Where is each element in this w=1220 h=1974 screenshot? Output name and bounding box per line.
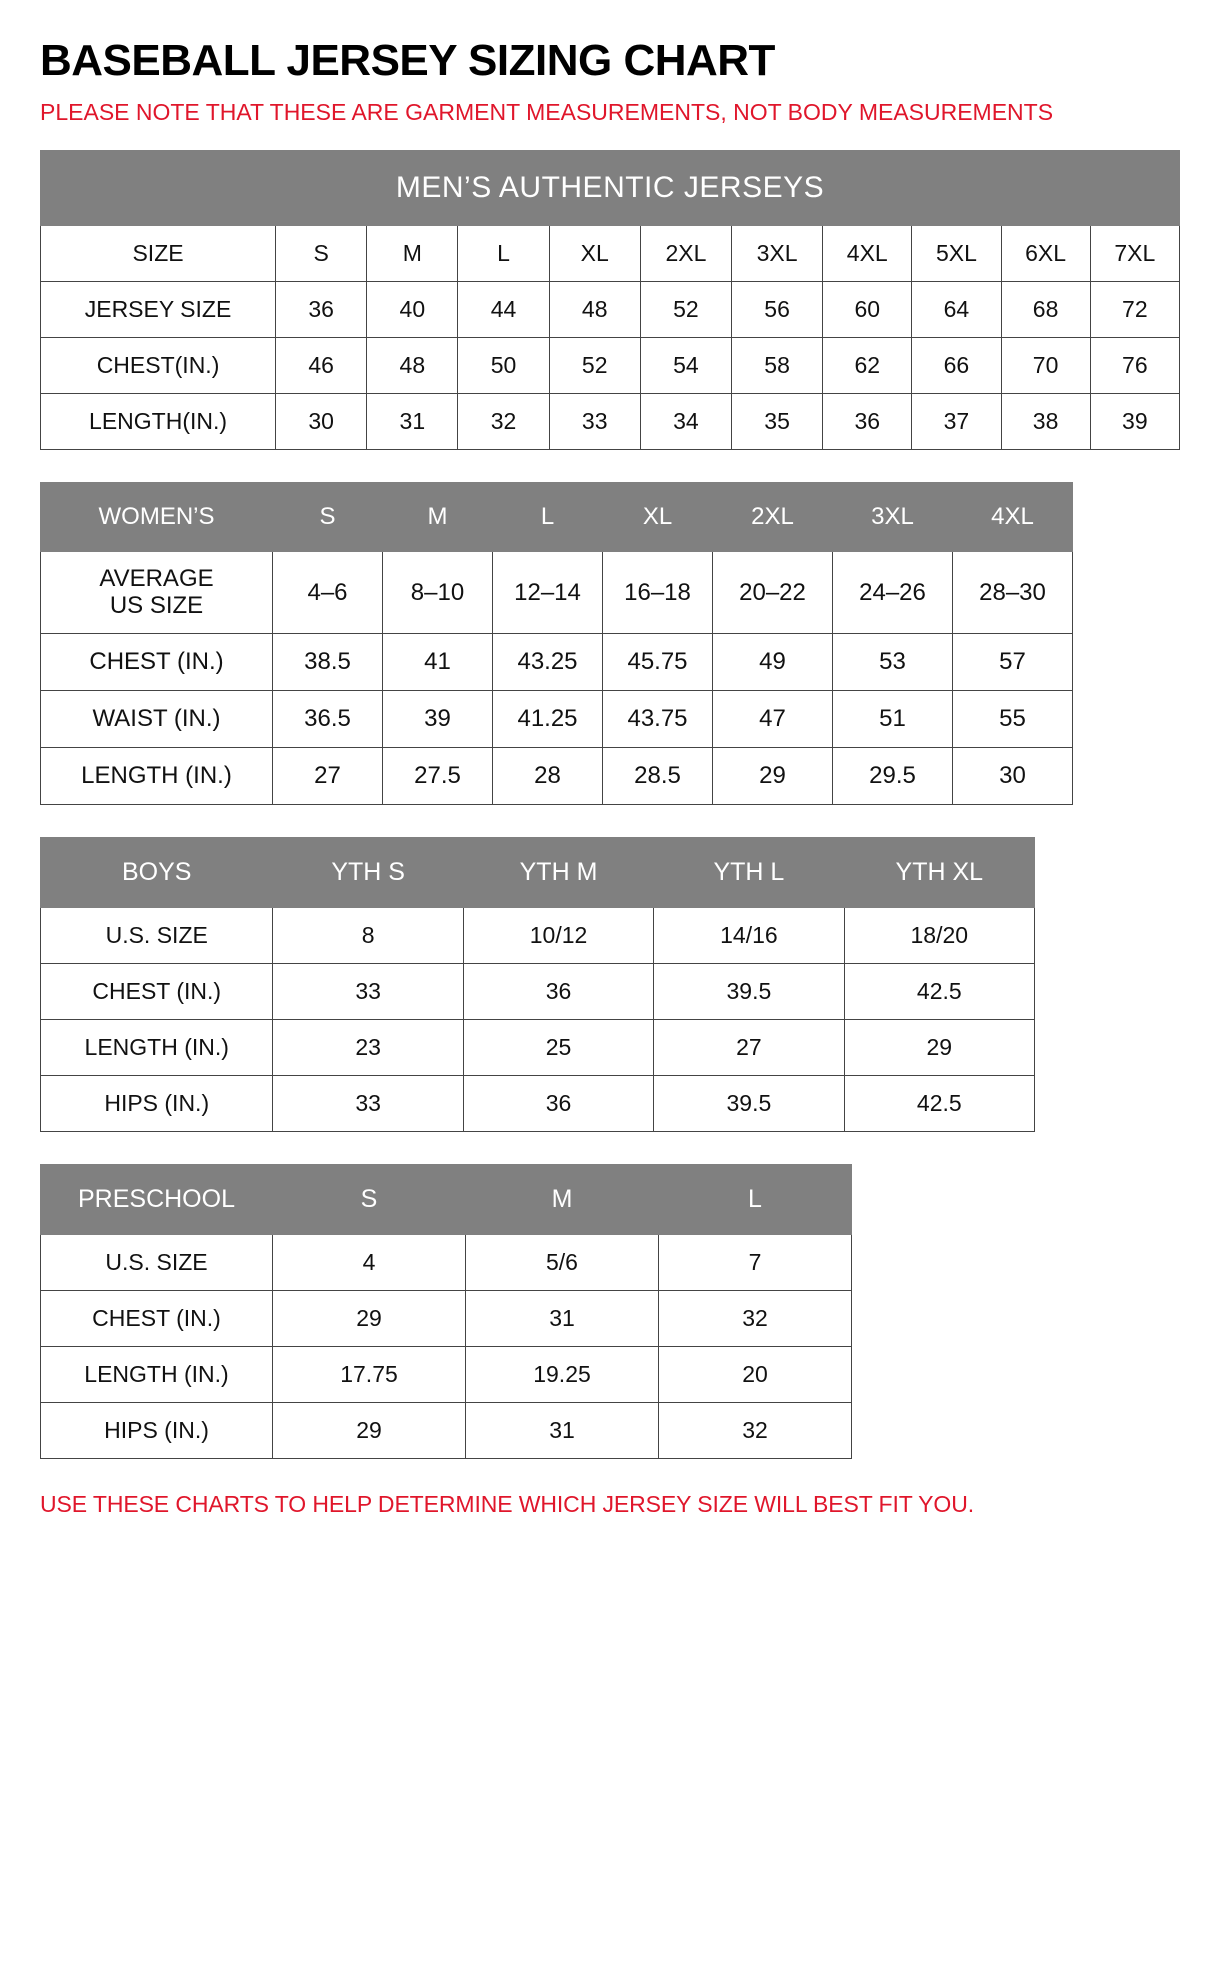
womens-row-label: CHEST (IN.) [41, 634, 273, 691]
table-cell: 70 [1001, 337, 1090, 393]
table-row [41, 1020, 1035, 1076]
boys-size-yth-m: YTH M [463, 838, 653, 908]
table-cell: 33 [273, 1076, 463, 1132]
table-cell: 27.5 [383, 748, 493, 805]
table-cell: 32 [458, 393, 549, 449]
womens-size-4xl: 4XL [953, 482, 1073, 551]
table-cell: 43.25 [493, 634, 603, 691]
table-cell: 28–30 [953, 551, 1073, 634]
table-cell: 39.5 [654, 1076, 844, 1132]
mens-size-m: M [367, 225, 458, 281]
table-cell: 55 [953, 691, 1073, 748]
preschool-row-label: HIPS (IN.) [41, 1403, 273, 1459]
boys-size-yth-s: YTH S [273, 838, 463, 908]
preschool-size-m: M [466, 1165, 659, 1235]
table-cell: 29 [273, 1291, 466, 1347]
womens-size-2xl: 2XL [713, 482, 833, 551]
table-cell: 4 [273, 1235, 466, 1291]
table-cell: 72 [1090, 281, 1179, 337]
table-cell: 51 [833, 691, 953, 748]
preschool-header-row [41, 1165, 852, 1235]
preschool-row-label: LENGTH (IN.) [41, 1347, 273, 1403]
table-cell: 16–18 [603, 551, 713, 634]
table-row [41, 964, 1035, 1020]
table-row [41, 748, 1073, 805]
table-cell: 52 [640, 281, 731, 337]
table-row [41, 1076, 1035, 1132]
womens-size-l: L [493, 482, 603, 551]
table-cell: 38 [1001, 393, 1090, 449]
table-cell: 37 [912, 393, 1001, 449]
table-cell: 34 [640, 393, 731, 449]
mens-size-6xl: 6XL [1001, 225, 1090, 281]
table-cell: 28.5 [603, 748, 713, 805]
table-cell: 46 [276, 337, 367, 393]
table-cell: 47 [713, 691, 833, 748]
womens-size-xl: XL [603, 482, 713, 551]
table-cell: 19.25 [466, 1347, 659, 1403]
table-cell: 52 [549, 337, 640, 393]
mens-size-2xl: 2XL [640, 225, 731, 281]
womens-row-label-line1: AVERAGE [99, 564, 214, 592]
table-row [41, 691, 1073, 748]
table-row [41, 1235, 852, 1291]
table-cell: 36 [823, 393, 912, 449]
table-cell: 31 [466, 1291, 659, 1347]
table-row [41, 634, 1073, 691]
table-cell: 8–10 [383, 551, 493, 634]
table-cell: 8 [273, 908, 463, 964]
mens-size-header-row [41, 225, 1180, 281]
mens-size-3xl: 3XL [732, 225, 823, 281]
mens-row-label: JERSEY SIZE [41, 281, 276, 337]
table-cell: 42.5 [844, 964, 1034, 1020]
table-cell: 48 [549, 281, 640, 337]
table-row [41, 908, 1035, 964]
table-cell: 18/20 [844, 908, 1034, 964]
table-cell: 76 [1090, 337, 1179, 393]
table-cell: 64 [912, 281, 1001, 337]
table-cell: 58 [732, 337, 823, 393]
table-row [41, 337, 1180, 393]
table-cell: 25 [463, 1020, 653, 1076]
table-cell: 23 [273, 1020, 463, 1076]
table-cell: 39 [1090, 393, 1179, 449]
boys-header-row [41, 838, 1035, 908]
table-cell: 20 [659, 1347, 852, 1403]
table-cell: 32 [659, 1291, 852, 1347]
table-cell: 30 [953, 748, 1073, 805]
table-cell: 42.5 [844, 1076, 1034, 1132]
table-cell: 50 [458, 337, 549, 393]
table-cell: 10/12 [463, 908, 653, 964]
womens-header-row [41, 482, 1073, 551]
table-cell: 53 [833, 634, 953, 691]
table-cell: 66 [912, 337, 1001, 393]
table-cell: 62 [823, 337, 912, 393]
table-cell: 27 [273, 748, 383, 805]
table-row [41, 281, 1180, 337]
table-cell: 5/6 [466, 1235, 659, 1291]
table-cell: 38.5 [273, 634, 383, 691]
womens-row-label: WAIST (IN.) [41, 691, 273, 748]
table-cell: 36 [463, 964, 653, 1020]
table-cell: 44 [458, 281, 549, 337]
table-cell: 41 [383, 634, 493, 691]
boys-row-label: U.S. SIZE [41, 908, 273, 964]
preschool-row-label: CHEST (IN.) [41, 1291, 273, 1347]
womens-row-label-line2: US SIZE [109, 591, 204, 619]
table-cell: 7 [659, 1235, 852, 1291]
mens-banner-row [41, 150, 1180, 225]
boys-row-label: HIPS (IN.) [41, 1076, 273, 1132]
womens-size-3xl: 3XL [833, 482, 953, 551]
mens-size-xl: XL [549, 225, 640, 281]
boys-size-yth-l: YTH L [654, 838, 844, 908]
boys-row-label: LENGTH (IN.) [41, 1020, 273, 1076]
table-cell: 4–6 [273, 551, 383, 634]
table-cell: 14/16 [654, 908, 844, 964]
table-row [41, 1291, 852, 1347]
table-cell: 45.75 [603, 634, 713, 691]
table-cell: 29 [844, 1020, 1034, 1076]
table-cell: 31 [367, 393, 458, 449]
mens-banner: MEN’S AUTHENTIC JERSEYS [41, 150, 1180, 225]
table-cell: 12–14 [493, 551, 603, 634]
mens-sizing-table [40, 150, 1180, 450]
preschool-size-s: S [273, 1165, 466, 1235]
mens-size-s: S [276, 225, 367, 281]
table-cell: 60 [823, 281, 912, 337]
table-cell: 54 [640, 337, 731, 393]
table-cell: 39 [383, 691, 493, 748]
womens-row-label [41, 551, 273, 634]
boys-sizing-table [40, 837, 1035, 1132]
boys-row-label: CHEST (IN.) [41, 964, 273, 1020]
table-cell: 33 [549, 393, 640, 449]
table-cell: 24–26 [833, 551, 953, 634]
womens-header-label: WOMEN’S [41, 482, 273, 551]
table-cell: 36.5 [273, 691, 383, 748]
table-cell: 32 [659, 1403, 852, 1459]
table-cell: 31 [466, 1403, 659, 1459]
preschool-sizing-table [40, 1164, 852, 1459]
table-cell: 17.75 [273, 1347, 466, 1403]
table-cell: 29.5 [833, 748, 953, 805]
table-cell: 29 [273, 1403, 466, 1459]
womens-row-label: LENGTH (IN.) [41, 748, 273, 805]
table-cell: 29 [713, 748, 833, 805]
table-cell: 41.25 [493, 691, 603, 748]
preschool-row-label: U.S. SIZE [41, 1235, 273, 1291]
table-cell: 39.5 [654, 964, 844, 1020]
footer-note: USE THESE CHARTS TO HELP DETERMINE WHICH JERSEY SIZE WILL BEST FIT YOU. [40, 1491, 974, 1518]
table-row [41, 551, 1073, 634]
table-cell: 48 [367, 337, 458, 393]
preschool-header-label: PRESCHOOL [41, 1165, 273, 1235]
table-row [41, 1347, 852, 1403]
mens-size-4xl: 4XL [823, 225, 912, 281]
table-cell: 36 [463, 1076, 653, 1132]
table-cell: 68 [1001, 281, 1090, 337]
table-cell: 56 [732, 281, 823, 337]
table-cell: 49 [713, 634, 833, 691]
mens-row-label: CHEST(IN.) [41, 337, 276, 393]
table-row [41, 393, 1180, 449]
table-cell: 43.75 [603, 691, 713, 748]
table-cell: 40 [367, 281, 458, 337]
table-cell: 33 [273, 964, 463, 1020]
table-cell: 57 [953, 634, 1073, 691]
womens-size-s: S [273, 482, 383, 551]
boys-size-yth-xl: YTH XL [844, 838, 1034, 908]
table-cell: 35 [732, 393, 823, 449]
table-row [41, 1403, 852, 1459]
mens-row-label: LENGTH(IN.) [41, 393, 276, 449]
table-cell: 20–22 [713, 551, 833, 634]
mens-size-l: L [458, 225, 549, 281]
preschool-size-l: L [659, 1165, 852, 1235]
table-cell: 27 [654, 1020, 844, 1076]
boys-header-label: BOYS [41, 838, 273, 908]
mens-size-label: SIZE [41, 225, 276, 281]
womens-sizing-table [40, 482, 1073, 806]
womens-size-m: M [383, 482, 493, 551]
table-cell: 36 [276, 281, 367, 337]
mens-size-7xl: 7XL [1090, 225, 1179, 281]
table-cell: 28 [493, 748, 603, 805]
table-cell: 30 [276, 393, 367, 449]
mens-size-5xl: 5XL [912, 225, 1001, 281]
measurement-note: PLEASE NOTE THAT THESE ARE GARMENT MEASUREMENTS, NOT BODY MEASUREMENTS [40, 99, 1054, 126]
page-title: BASEBALL JERSEY SIZING CHART [40, 36, 775, 85]
